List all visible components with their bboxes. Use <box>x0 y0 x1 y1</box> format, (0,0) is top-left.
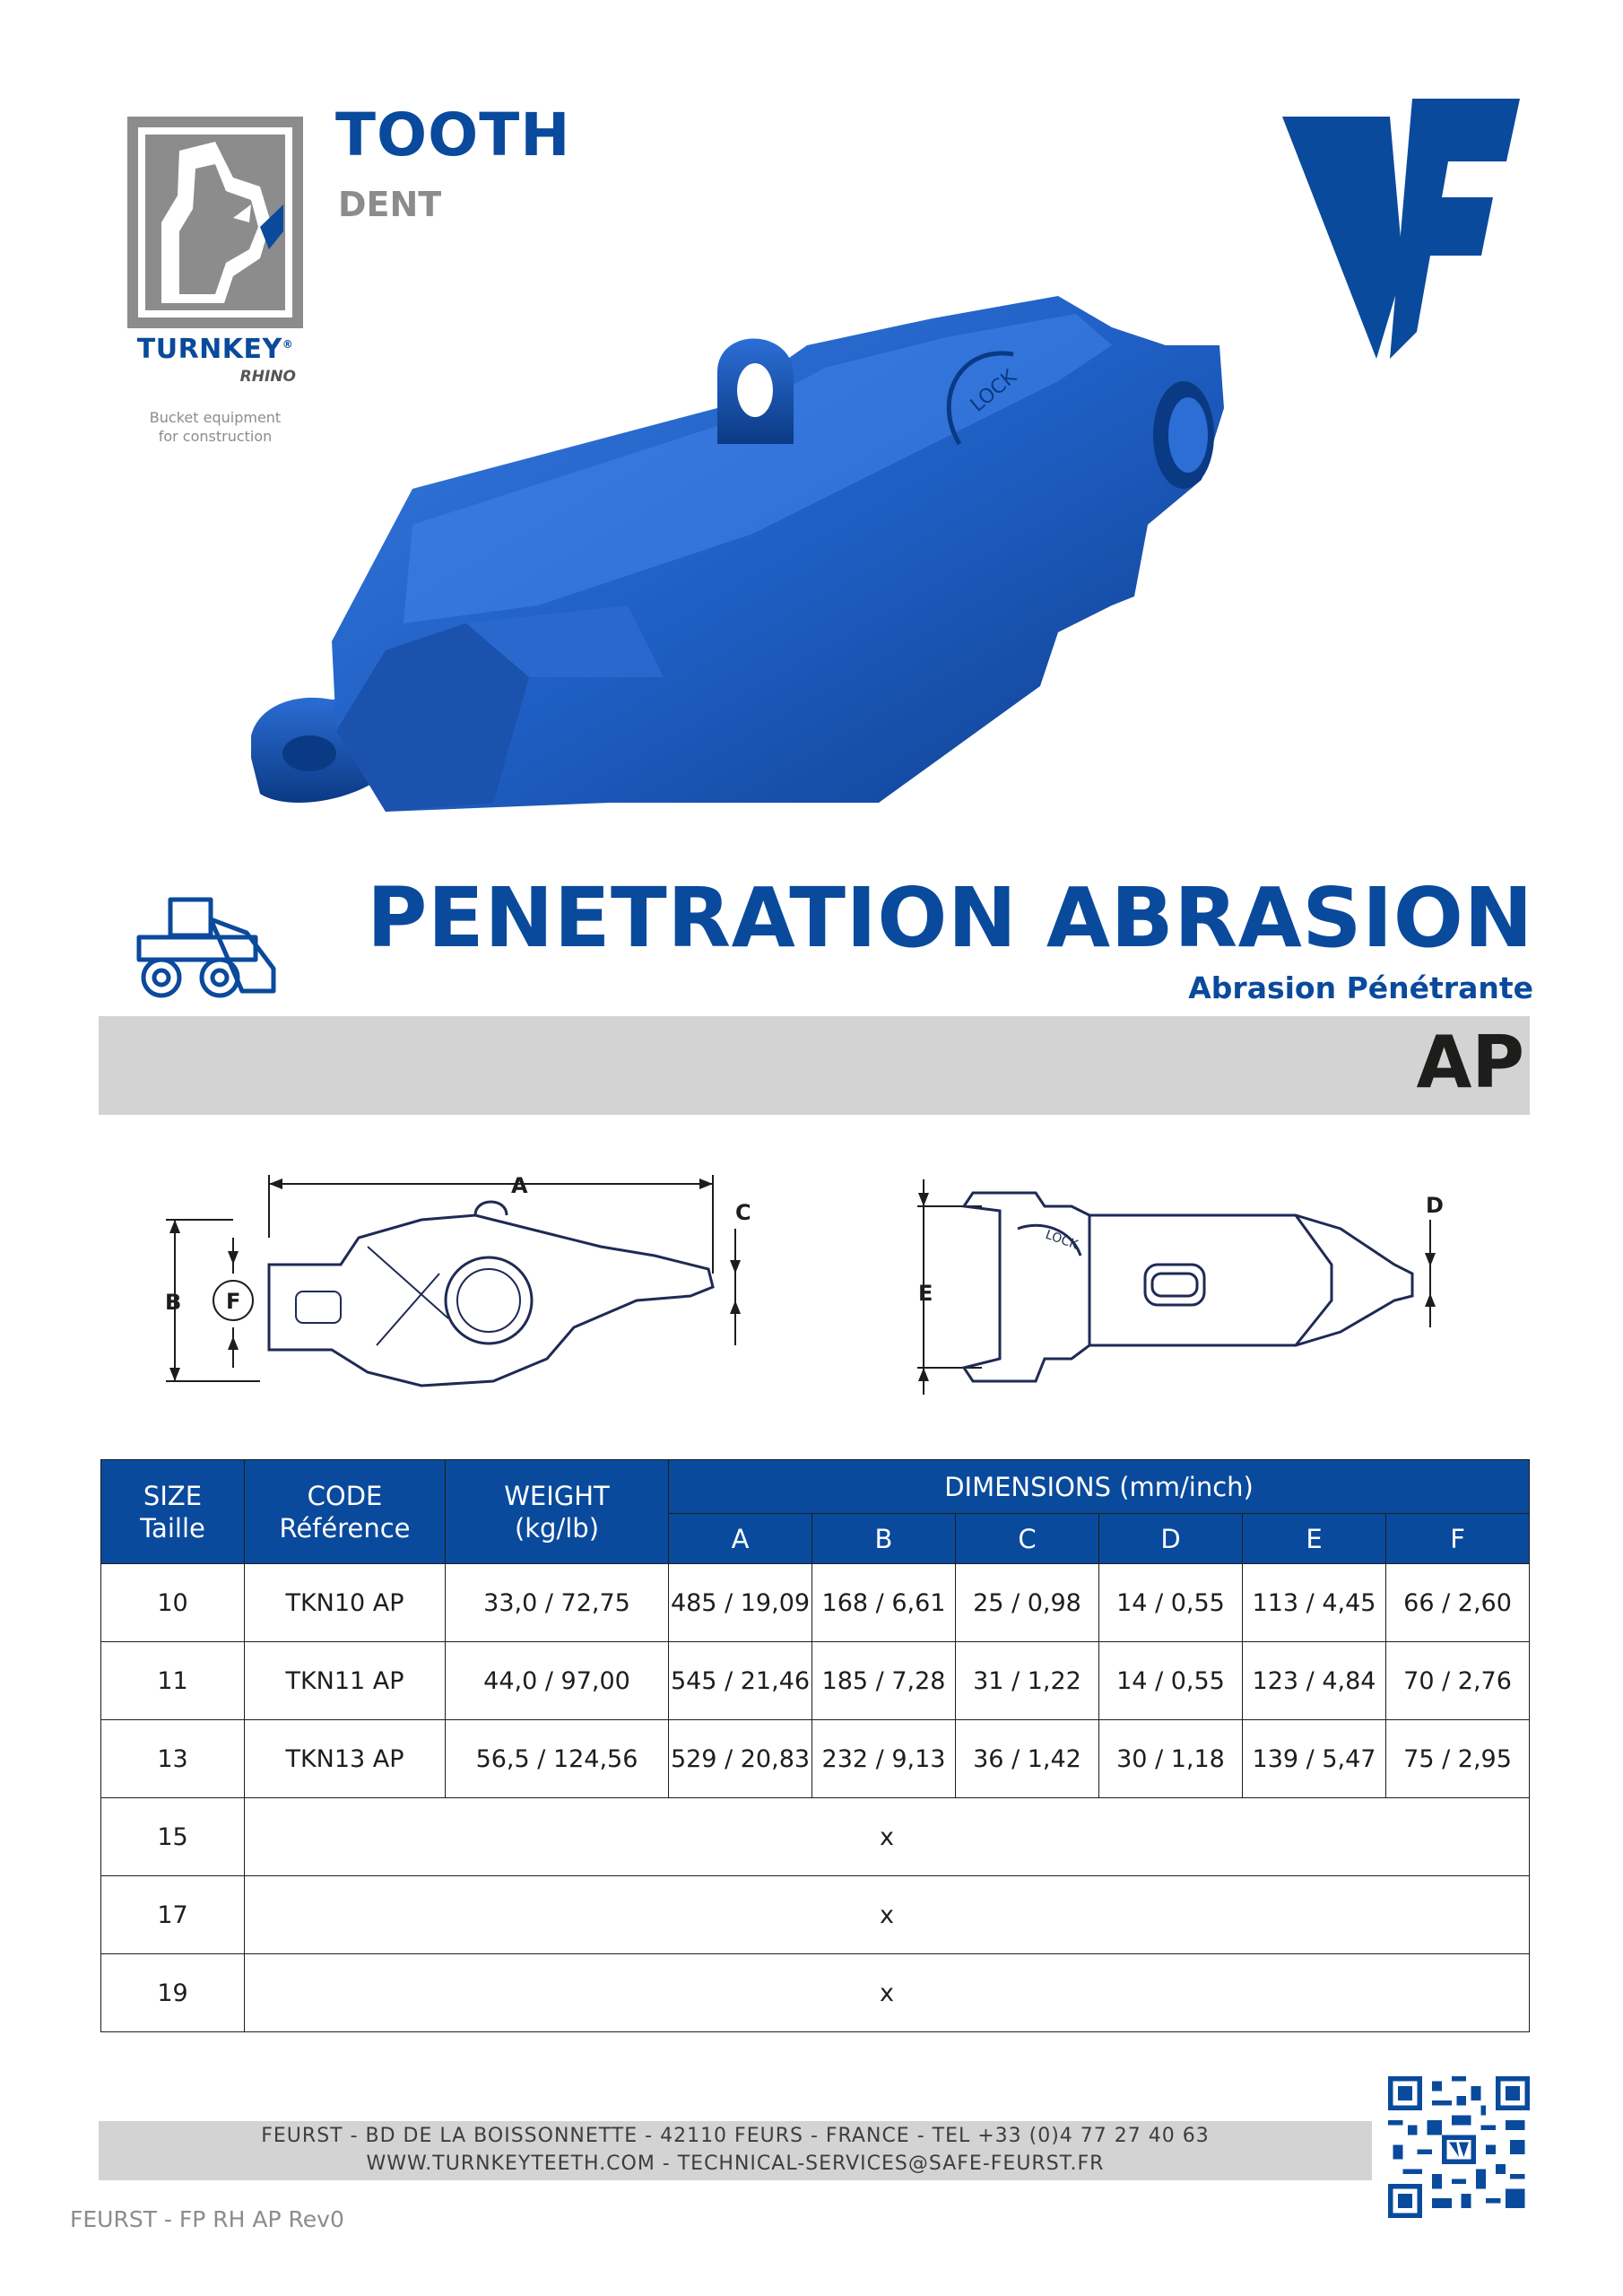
header-dimensions: DIMENSIONS (mm/inch) <box>669 1460 1530 1514</box>
cell-dim-a: 545 / 21,46 <box>669 1642 812 1720</box>
dim-label-f: F <box>226 1289 241 1314</box>
dim-label-b: B <box>165 1290 182 1315</box>
cell-dim-b: 185 / 7,28 <box>812 1642 956 1720</box>
brand-sub: RHINO <box>239 368 296 386</box>
cell-dim-b: 232 / 9,13 <box>812 1720 956 1798</box>
cell-dim-d: 30 / 1,18 <box>1099 1720 1243 1798</box>
product-subtitle: Abrasion Pénétrante <box>1188 970 1533 1005</box>
cell-dim-f: 66 / 2,60 <box>1386 1564 1530 1642</box>
page-subtitle: DENT <box>338 185 442 224</box>
cell-size: 10 <box>101 1564 245 1642</box>
header-dim-a: A <box>669 1514 812 1564</box>
cell-weight: 44,0 / 97,00 <box>446 1642 669 1720</box>
cell-dim-f: 75 / 2,95 <box>1386 1720 1530 1798</box>
cell-size: 15 <box>101 1798 245 1876</box>
lock-marking: LOCK <box>966 365 1021 417</box>
cell-code: TKN11 AP <box>245 1642 446 1720</box>
header-size: SIZE Taille <box>101 1460 245 1564</box>
cell-weight: 33,0 / 72,75 <box>446 1564 669 1642</box>
cell-code: TKN10 AP <box>245 1564 446 1642</box>
lock-marking-diagram: LOCK <box>1043 1227 1081 1253</box>
cell-dim-e: 113 / 4,45 <box>1243 1564 1386 1642</box>
header-weight: WEIGHT (kg/lb) <box>446 1460 669 1564</box>
brand-name: TURNKEY® <box>136 334 294 365</box>
cell-dim-c: 25 / 0,98 <box>956 1564 1099 1642</box>
header-code: CODE Référence <box>245 1460 446 1564</box>
cell-size: 13 <box>101 1720 245 1798</box>
cell-dim-c: 31 / 1,22 <box>956 1642 1099 1720</box>
table-row <box>101 1876 1530 1954</box>
cell-dim-e: 139 / 5,47 <box>1243 1720 1386 1798</box>
table-row <box>101 1954 1530 2032</box>
cell-dim-c: 36 / 1,42 <box>956 1720 1099 1798</box>
cell-size: 19 <box>101 1954 245 2032</box>
dim-label-a: A <box>511 1173 528 1198</box>
qr-code[interactable] <box>1388 2076 1530 2218</box>
header-dim-d: D <box>1099 1514 1243 1564</box>
document-reference: FEURST - FP RH AP Rev0 <box>70 2206 344 2232</box>
header-dim-e: E <box>1243 1514 1386 1564</box>
wheel-loader-icon <box>121 892 278 1000</box>
table-row <box>101 1564 1530 1642</box>
table-row <box>101 1798 1530 1876</box>
cell-dim-e: 123 / 4,84 <box>1243 1642 1386 1720</box>
tooth-product-image <box>251 229 1327 857</box>
product-code: AP <box>1416 1021 1524 1104</box>
cell-code: TKN13 AP <box>245 1720 446 1798</box>
cell-weight: 56,5 / 124,56 <box>446 1720 669 1798</box>
brand-tagline: Bucket equipment for construction <box>149 409 282 445</box>
dim-label-c: C <box>735 1200 751 1225</box>
header-dim-b: B <box>812 1514 956 1564</box>
header-dim-f: F <box>1386 1514 1530 1564</box>
table-row <box>101 1642 1530 1720</box>
cell-dim-a: 529 / 20,83 <box>669 1720 812 1798</box>
dim-label-e: E <box>918 1281 933 1306</box>
top-view-diagram <box>910 1166 1471 1408</box>
table-row <box>101 1720 1530 1798</box>
spec-table <box>100 1459 1530 2032</box>
cell-dim-a: 485 / 19,09 <box>669 1564 812 1642</box>
cell-dim-b: 168 / 6,61 <box>812 1564 956 1642</box>
dim-label-d: D <box>1426 1193 1444 1218</box>
side-view-diagram <box>152 1166 762 1408</box>
page-title: TOOTH <box>335 100 571 170</box>
product-title: PENETRATION ABRASION <box>366 870 1533 966</box>
footer-address: FEURST - BD DE LA BOISSONNETTE - 42110 FEURS - FRANCE - TEL +33 (0)4 77 27 40 63 <box>261 2125 1210 2147</box>
cell-size: 11 <box>101 1642 245 1720</box>
cell-dim-d: 14 / 0,55 <box>1099 1642 1243 1720</box>
code-band <box>99 1016 1530 1115</box>
cell-dim-f: 70 / 2,76 <box>1386 1642 1530 1720</box>
cell-unavailable: x <box>245 1954 1530 2032</box>
cell-dim-d: 14 / 0,55 <box>1099 1564 1243 1642</box>
cell-unavailable: x <box>245 1798 1530 1876</box>
footer-web[interactable]: WWW.TURNKEYTEETH.COM - TECHNICAL-SERVICES@SAFE-FEURST.FR <box>366 2152 1105 2175</box>
cell-size: 17 <box>101 1876 245 1954</box>
cell-unavailable: x <box>245 1876 1530 1954</box>
header-dim-c: C <box>956 1514 1099 1564</box>
